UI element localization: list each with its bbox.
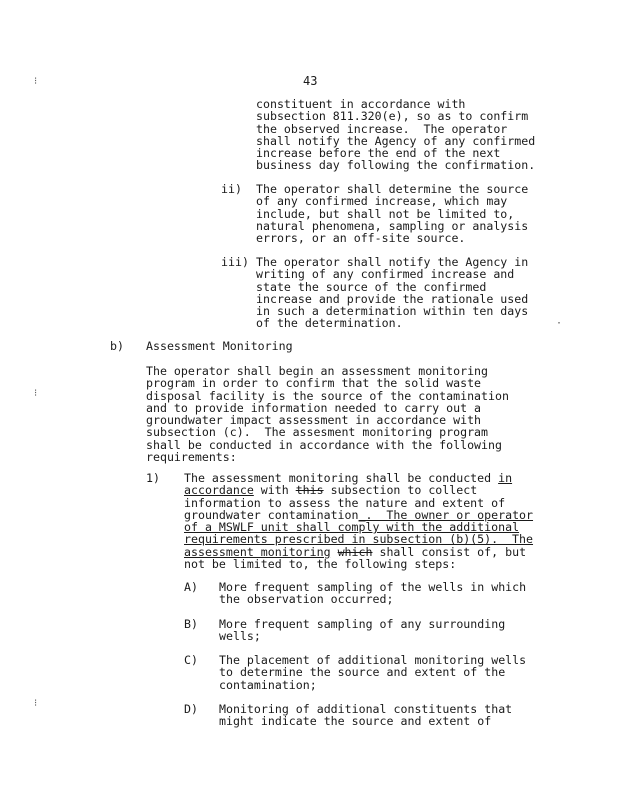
text-line: shall notify the Agency of any confirmed xyxy=(256,133,536,148)
text-line: in such a determination within ten days xyxy=(256,304,529,319)
text-line: state the source of the confirmed xyxy=(256,279,487,294)
text-line: business day following the confirmation. xyxy=(256,158,536,173)
text-line: and to provide information needed to carry out a xyxy=(146,400,482,415)
text-line: constituent in accordance with xyxy=(256,97,466,111)
text-line: Monitoring of additional constituents that xyxy=(219,702,513,716)
text-line: The placement of additional monitoring wells xyxy=(219,653,527,667)
inserted-text: _. The owner or operator xyxy=(358,507,534,522)
section-label-b: b) xyxy=(110,339,124,353)
item-label-1: 1) xyxy=(146,471,160,485)
inserted-text: of a MSWLF unit xyxy=(184,520,296,535)
item-A-text xyxy=(219,581,526,606)
item-D-text xyxy=(219,703,512,728)
text-span: with xyxy=(253,483,296,498)
inserted-text: in xyxy=(498,471,513,485)
text-line: The operator shall notify the Agency in xyxy=(256,255,529,269)
text-line: information to assess the nature and extent of xyxy=(184,495,506,510)
inserted-text: shall comply with the additional xyxy=(295,520,520,535)
item-label-A: A) xyxy=(184,580,198,594)
continuation-paragraph xyxy=(256,98,535,172)
section-b-intro xyxy=(146,365,509,463)
text-line: the observation occurred; xyxy=(219,592,394,607)
item-C-text xyxy=(219,654,526,691)
text-line: of the determination. xyxy=(256,316,403,331)
item-B-text xyxy=(219,618,505,643)
text-line: include, but shall not be limited to, xyxy=(256,206,515,221)
text-line: The operator shall begin an assessment monitoring xyxy=(146,364,489,378)
text-line: shall be conducted in accordance with the following xyxy=(146,437,502,452)
text-line: not be limited to, the following steps: xyxy=(184,557,457,572)
text-line: errors, or an off-site source. xyxy=(256,231,466,246)
inserted-text: assessment monitoring xyxy=(184,544,331,559)
text-line: increase before the end of the next xyxy=(256,146,501,161)
item-label-C: C) xyxy=(184,653,198,667)
margin-mark: · xyxy=(556,318,563,329)
text-line: increase and provide the rationale used xyxy=(256,291,529,306)
item-label-B: B) xyxy=(184,617,198,631)
text-line: subsection 811.320(e), so as to confirm xyxy=(256,109,529,124)
text-line: contamination; xyxy=(219,677,317,692)
text-line: to determine the source and extent of the xyxy=(219,665,506,680)
text-line xyxy=(184,484,533,496)
item-ii-text xyxy=(256,183,528,244)
inserted-text: requirements prescribed in subsection (b)(5). The xyxy=(184,532,534,547)
text-line: the observed increase. The operator xyxy=(256,121,508,136)
item-label-D: D) xyxy=(184,702,198,716)
text-line: subsection (c). The assesment monitoring program xyxy=(146,425,489,440)
text-line: disposal facility is the source of the contamination xyxy=(146,388,509,403)
text-line: natural phenomena, sampling or analysis xyxy=(256,218,529,233)
item-label-ii: ii) xyxy=(221,182,242,196)
margin-mark: ⁝ xyxy=(34,388,38,399)
text-line: writing of any confirmed increase and xyxy=(256,267,515,282)
margin-mark: ⁝ xyxy=(34,76,38,87)
deleted-text: this xyxy=(295,483,324,498)
item-iii-text xyxy=(256,256,528,330)
item-label-iii: iii) xyxy=(221,255,249,269)
text-span: shall consist of, but xyxy=(372,544,527,559)
text-line: might indicate the source and extent of xyxy=(219,714,492,729)
text-line: The operator shall determine the source xyxy=(256,182,529,196)
text-line: program in order to confirm that the solid waste xyxy=(146,376,482,391)
page-number: 43 xyxy=(303,74,318,88)
section-heading: Assessment Monitoring xyxy=(146,339,293,353)
text-line: of any confirmed increase, which may xyxy=(256,194,508,209)
text-line: requirements: xyxy=(146,450,237,465)
text-line: More frequent sampling of the wells in which xyxy=(219,580,527,594)
text-span: subsection to collect xyxy=(323,483,478,498)
text-line: More frequent sampling of any surrounding xyxy=(219,617,506,631)
text-span: groundwater contamination xyxy=(184,507,359,522)
inserted-text: accordance xyxy=(184,483,254,498)
text-line: groundwater impact assessment in accordance with xyxy=(146,413,482,428)
margin-mark: ⁝ xyxy=(34,698,38,709)
item-1-text xyxy=(184,472,533,570)
text-line: wells; xyxy=(219,629,261,644)
deleted-text: which xyxy=(337,544,373,559)
text-span: The assessment monitoring shall be conducted xyxy=(184,471,499,485)
